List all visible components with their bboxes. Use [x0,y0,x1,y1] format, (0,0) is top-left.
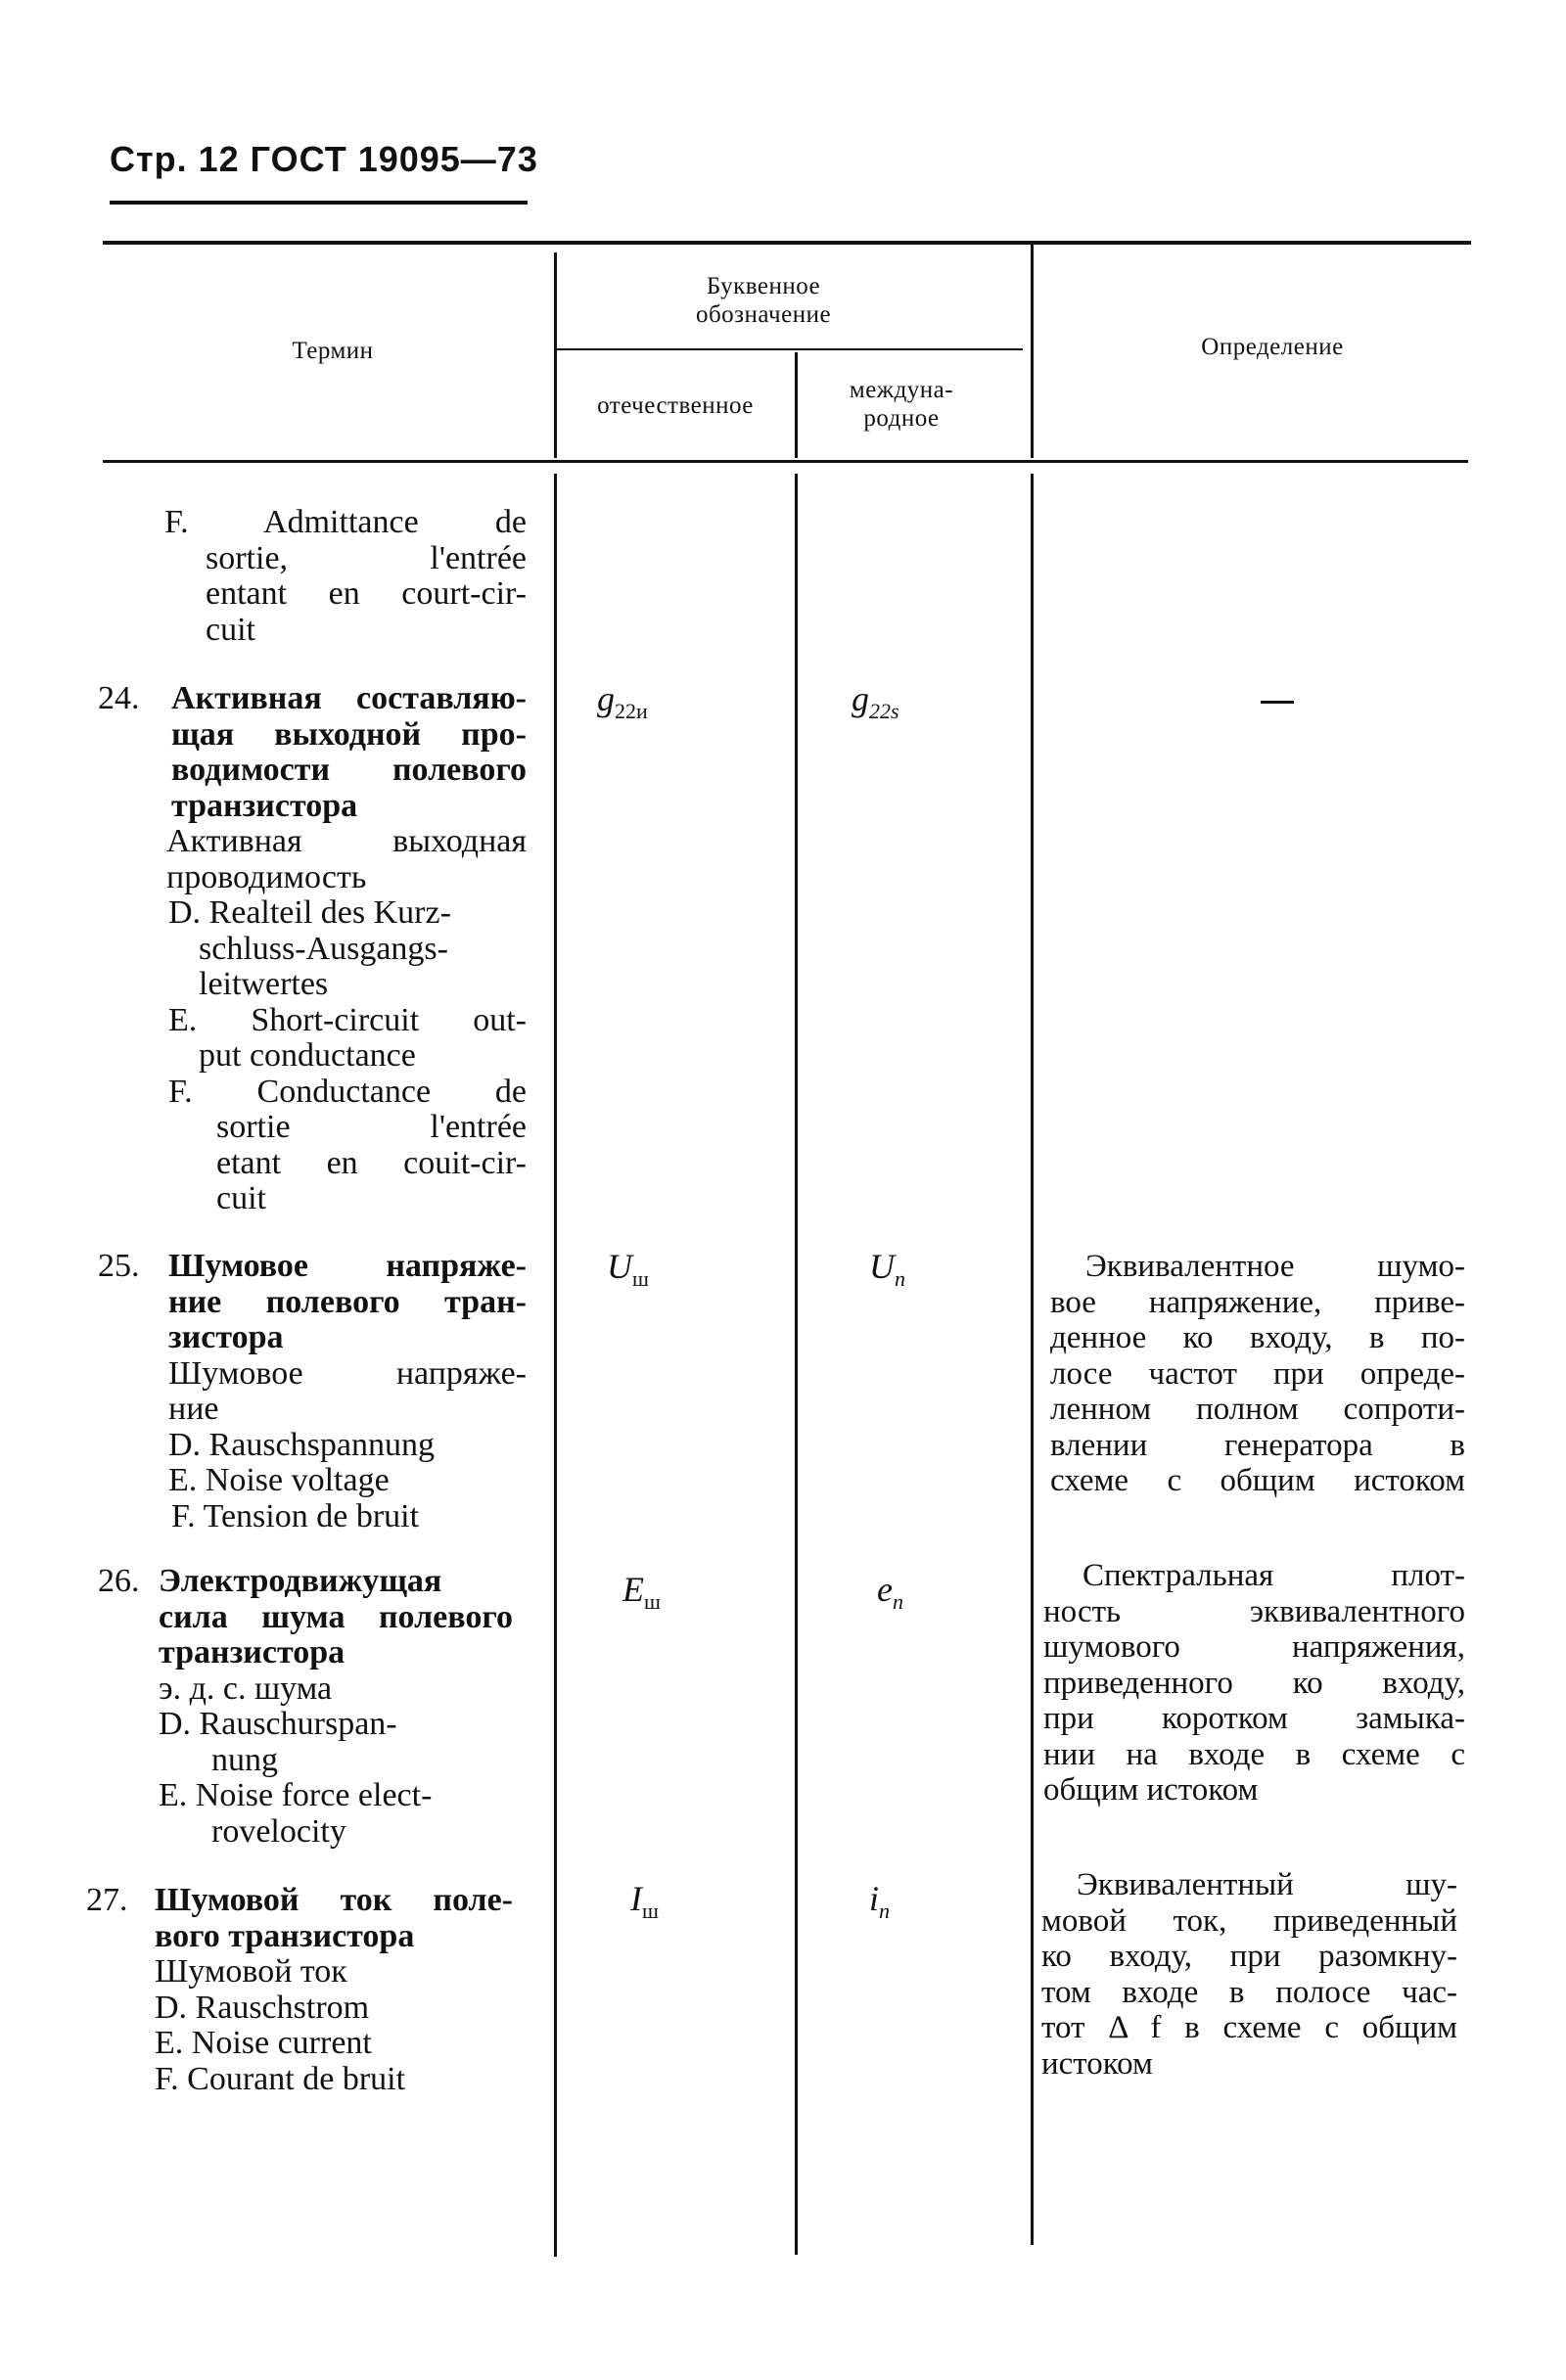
definition-line: том входе в полосе час- [1041,1974,1457,2010]
term-line: etant en couit-cir- [216,1144,527,1181]
entry-26-international-symbol: $e_n$ [877,1570,903,1615]
term-line: leitwertes [199,966,329,1002]
entry-24-synonyms [166,824,527,1217]
entry-24-domestic-symbol: $g_{22и}$ [597,679,648,724]
entry-27-term [155,1883,513,2097]
definition-line: схеме с общим истоком [1050,1463,1465,1498]
definition-line: истоком [1041,2045,1153,2082]
term-line: schluss-Ausgangs- [199,930,448,967]
term-line: D. Realteil des Kurz- [168,894,451,931]
definition-line: лосе частот при опреде- [1050,1355,1465,1392]
header-domestic: отечественное [597,392,754,419]
term-line: э. д. с. шума [159,1670,333,1707]
header-col-line-3 [1031,245,1034,458]
table-top-rule [103,241,1471,245]
term-line: put conductance [199,1037,416,1074]
definition-line: тот Δ f в схеме с общим [1041,2010,1457,2045]
entry-26-definition [1043,1558,1465,1808]
header-col-line-2 [795,352,798,458]
term-line: проводимость [166,858,367,895]
term-bold-line: сила шума полевого [159,1598,513,1635]
definition-line: Спектральная плот- [1082,1558,1465,1593]
term-line: rovelocity [211,1812,346,1850]
term-bold-line: водимости полевого [171,752,527,788]
entry-25-number: 25. [98,1248,140,1284]
entry-25-international-symbol: $U_n$ [869,1247,905,1292]
header-term: Термин [292,338,374,364]
definition-line: приведенного ко входу, [1043,1665,1465,1701]
term-line: E. Noise current [155,2025,372,2061]
term-line: sortie, l'entrée [206,539,527,576]
term-line: ние [168,1391,219,1427]
term-line: F. Conductance de [168,1073,527,1110]
term-line: E. Short-circuit out- [168,1001,527,1038]
term-bold-line: транзистора [159,1634,345,1671]
definition-line: вое напряжение, приве- [1050,1284,1465,1320]
term-line: nung [211,1741,278,1778]
header-col-line-1 [554,252,557,458]
term-bold-line: вого транзистора [155,1917,415,1954]
definition-line: влении генератора в [1050,1427,1465,1463]
definition-line: нии на входе в схеме с [1043,1736,1465,1772]
term-line: sortie l'entrée [216,1109,527,1145]
entry-24-definition-dash [1261,701,1294,704]
body-col-line-3 [1031,474,1034,2245]
term-bold-line: щая выходной про- [171,715,527,753]
definition-line: Эквивалентное шумо- [1085,1249,1465,1284]
term-line: D. Rauschspannung [168,1426,435,1463]
definition-line: общим истоком [1043,1772,1259,1808]
page-header: Стр. 12 ГОСТ 19095—73 [110,139,538,179]
designation-split-rule [556,348,1023,350]
entry-27-international-symbol: $i_n$ [869,1879,891,1924]
entry-26-term [159,1564,513,1850]
term-line: entant en court-cir- [206,575,527,612]
term-bold-line: зистора [168,1319,284,1355]
term-line: Шумовой ток [155,1953,347,1990]
definition-line: при коротком замыка- [1043,1701,1465,1736]
term-bold-line: транзистора [171,787,358,824]
term-line: Активная выходная [166,823,527,859]
term-line: F. Tension de bruit [171,1497,420,1534]
header-definition: Определение [1201,334,1344,360]
header-letter-designation: Буквенное обозначение [695,273,832,328]
term-line: cuit [216,1180,266,1216]
definition-line: ко входу, при разомкну- [1041,1939,1457,1974]
definition-line: ленном полном сопроти- [1050,1392,1465,1427]
term-bold-line: Шумовое напряже- [168,1248,527,1284]
definition-line: мовой ток, приведенный [1041,1902,1457,1939]
entry-24-number: 24. [98,680,140,716]
body-col-line-2 [795,474,798,2255]
table-header-bottom-rule [103,460,1468,463]
entry-27-number: 27. [86,1882,128,1918]
entry-25-term [168,1249,527,1534]
term-line: F. Admittance de [164,504,527,540]
entry-25-domestic-symbol: $U_ш$ [607,1247,649,1292]
definition-line: ность эквивалентного [1043,1593,1465,1629]
term-line: D. Rauschstrom [155,1989,370,2026]
entry-25-definition [1050,1249,1465,1499]
term-line: E. Noise voltage [168,1462,390,1498]
body-col-line-1 [554,474,557,2257]
entry-26-number: 26. [98,1563,140,1599]
definition-line: шумового напряжения, [1043,1629,1465,1665]
term-bold-line: Активная составляю- [171,680,527,716]
entry-24-term [171,681,527,824]
definition-line: денное ко входу, в по- [1050,1320,1465,1355]
header-international: междуна-родное [849,377,954,432]
entry-26-domestic-symbol: $E_ш$ [622,1570,661,1615]
term-line: D. Rauschurspan- [159,1706,397,1742]
definition-line: Эквивалентный шу- [1077,1867,1457,1902]
entry-24-international-symbol: $g_{22s}$ [852,679,899,724]
entry-27-domestic-symbol: $I_ш$ [630,1879,659,1924]
term-line: cuit [206,611,255,648]
term-line: F. Courant de bruit [155,2060,406,2097]
term-bold-line: Электродвижущая [159,1563,442,1599]
entry-27-definition [1041,1867,1457,2082]
term-line: Шумовое напряже- [168,1354,527,1392]
term-bold-line: ние полевого тран- [168,1283,527,1320]
entry-continuation-term [98,505,527,648]
term-bold-line: Шумовой ток поле- [155,1882,513,1918]
page-header-underline [110,201,528,205]
term-line: E. Noise force elect- [159,1777,433,1813]
